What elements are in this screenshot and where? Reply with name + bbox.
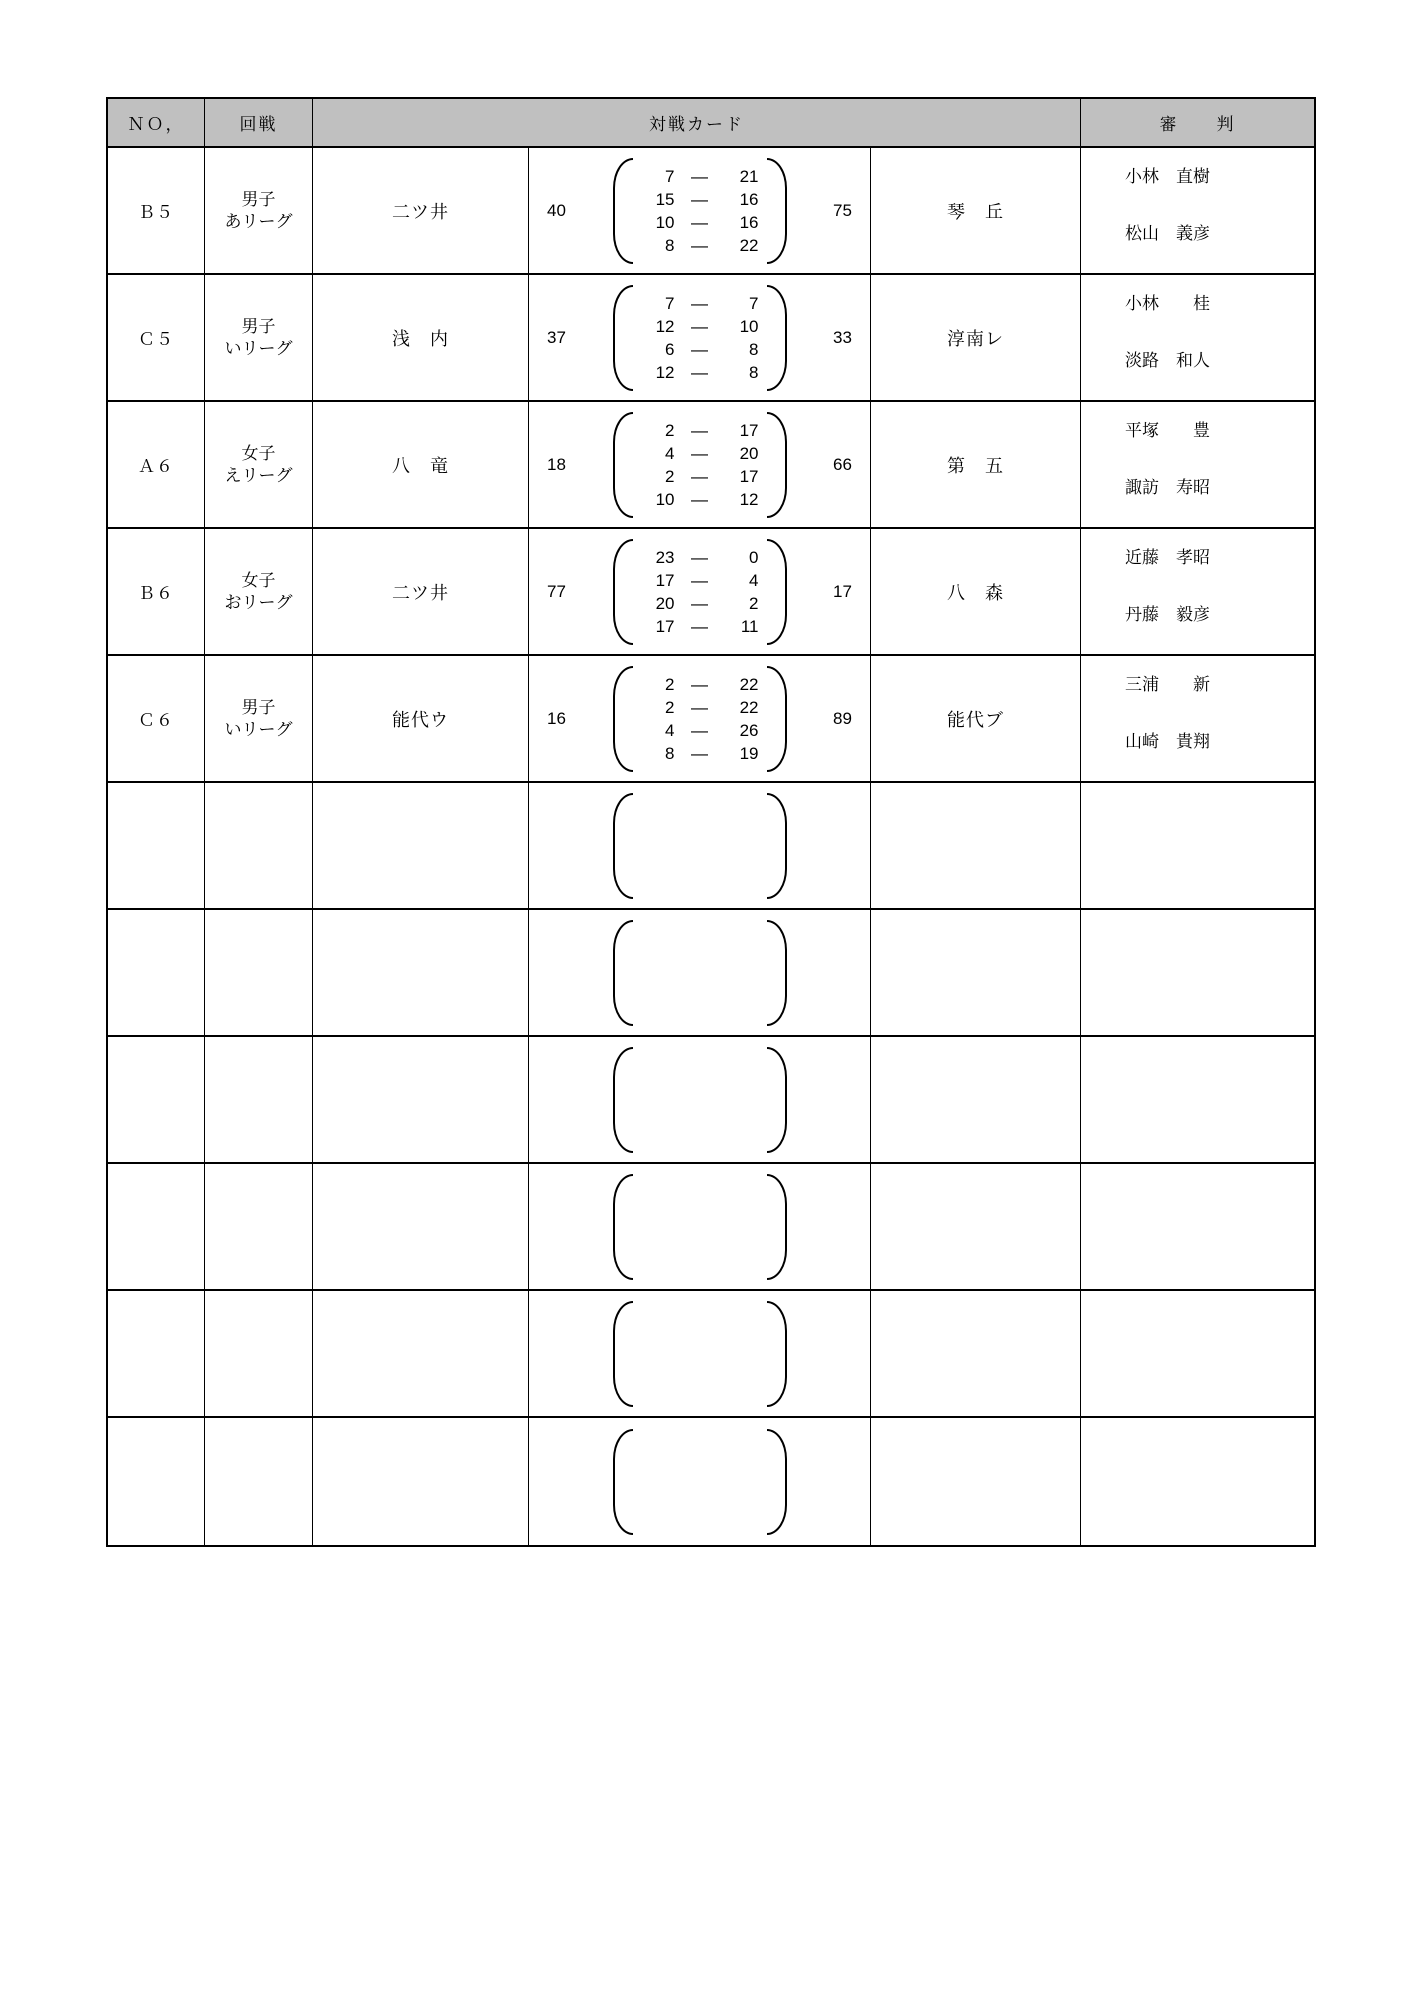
referee-2-name: 松山 義彦 (1125, 224, 1210, 243)
quarter-score-left: 20 (655, 593, 675, 613)
header-round (205, 99, 313, 146)
quarter-scores-block (584, 1429, 815, 1535)
round-cell (205, 1164, 313, 1289)
team1-cell (313, 1164, 529, 1289)
right-paren (767, 412, 787, 518)
team1-total-score: 18 (547, 454, 566, 474)
quarter-score-left: 7 (665, 166, 675, 186)
table-row (108, 1291, 1314, 1418)
quarter-scores (633, 1429, 767, 1535)
score-dash: — (691, 743, 708, 763)
right-paren (767, 1301, 787, 1407)
left-paren (613, 539, 633, 645)
quarter-score-left: 2 (665, 466, 675, 486)
team2-total-score: 33 (833, 327, 852, 347)
game-number-cell (108, 402, 205, 527)
table-row (108, 275, 1314, 402)
score-dash: — (691, 420, 708, 440)
referee-cell (1081, 1291, 1314, 1416)
team1-cell (313, 148, 529, 273)
team1-name: 二ツ井 (392, 582, 449, 603)
quarter-scores (633, 666, 767, 772)
quarter-score-right: 22 (739, 674, 759, 694)
team2-cell (871, 910, 1081, 1035)
quarter-score-left: 17 (655, 570, 675, 590)
team2-total-score: 89 (833, 708, 852, 728)
score-cell (529, 529, 871, 654)
team2-cell (871, 148, 1081, 273)
quarter-score-left: 10 (655, 212, 675, 232)
table-row (108, 148, 1314, 275)
referee-1-name: 小林 直樹 (1125, 167, 1210, 186)
round-gender: 男子 (241, 316, 276, 336)
quarter-score-right: 19 (739, 743, 759, 763)
right-paren (767, 539, 787, 645)
quarter-scores (633, 1174, 767, 1280)
quarter-scores-block (584, 412, 815, 518)
score-dash: — (691, 339, 708, 359)
game-number-cell (108, 783, 205, 908)
team2-cell (871, 1418, 1081, 1545)
team2-cell (871, 275, 1081, 400)
quarter-score-right: 8 (749, 339, 759, 359)
quarter-score-right: 26 (739, 720, 759, 740)
score-dash: — (691, 235, 708, 255)
quarter-scores-block (584, 1047, 815, 1153)
left-paren (613, 285, 633, 391)
quarter-score-left: 6 (665, 339, 675, 359)
quarter-score-right: 0 (749, 547, 759, 567)
team2-cell (871, 783, 1081, 908)
right-paren (767, 285, 787, 391)
left-paren (613, 1047, 633, 1153)
referee-cell (1081, 529, 1314, 654)
score-dash: — (691, 166, 708, 186)
game-number-cell (108, 148, 205, 273)
table-row (108, 402, 1314, 529)
table-row (108, 783, 1314, 910)
game-number-cell (108, 1418, 205, 1545)
quarter-score-left: 4 (665, 720, 675, 740)
quarter-score-right: 7 (749, 293, 759, 313)
score-dash: — (691, 674, 708, 694)
team2-name: 琴 丘 (947, 201, 1004, 222)
quarter-score-left: 15 (655, 189, 675, 209)
team2-total-score: 17 (833, 581, 852, 601)
team1-name: 浅 内 (392, 328, 449, 349)
team2-total-score: 75 (833, 200, 852, 220)
team2-name: 能代ブ (947, 709, 1004, 730)
referee-2-name: 丹藤 毅彦 (1125, 605, 1210, 624)
round-cell (205, 783, 313, 908)
quarter-score-left: 12 (655, 316, 675, 336)
quarter-scores-block (584, 666, 815, 772)
round-cell (205, 148, 313, 273)
header-match-card-label: 対戦カード (649, 115, 744, 134)
quarter-score-left: 7 (665, 293, 675, 313)
team1-total-score: 16 (547, 708, 566, 728)
team1-name: 能代ウ (392, 709, 449, 730)
score-cell (529, 1164, 871, 1289)
quarter-scores-block (584, 285, 815, 391)
round-cell (205, 1418, 313, 1545)
header-round-label: 回戦 (239, 115, 278, 134)
referee-1-name: 三浦 新 (1125, 675, 1210, 694)
game-number: Ｃ５ (138, 330, 174, 349)
score-cell (529, 1037, 871, 1162)
referee-2-name: 淡路 和人 (1125, 351, 1210, 370)
left-paren (613, 158, 633, 264)
quarter-score-right: 21 (739, 166, 759, 186)
score-dash: — (691, 189, 708, 209)
right-paren (767, 1174, 787, 1280)
score-cell (529, 1291, 871, 1416)
score-cell (529, 783, 871, 908)
team1-cell (313, 402, 529, 527)
score-dash: — (691, 720, 708, 740)
game-number: Ｂ６ (138, 584, 174, 603)
header-referee (1081, 99, 1314, 146)
referee-cell (1081, 783, 1314, 908)
score-dash: — (691, 362, 708, 382)
team1-total-score: 37 (547, 327, 566, 347)
quarter-score-right: 22 (739, 697, 759, 717)
game-number-cell (108, 910, 205, 1035)
round-league: えリーグ (224, 465, 293, 485)
quarter-score-right: 4 (749, 570, 759, 590)
quarter-scores (633, 793, 767, 899)
game-number-cell (108, 275, 205, 400)
quarter-score-right: 17 (739, 420, 759, 440)
quarter-score-left: 8 (665, 235, 675, 255)
referee-1-name: 近藤 孝昭 (1125, 548, 1210, 567)
header-match-card (313, 99, 1081, 146)
right-paren (767, 1429, 787, 1535)
quarter-scores (633, 1301, 767, 1407)
table-header-row (108, 99, 1314, 148)
team2-cell (871, 1291, 1081, 1416)
table-row (108, 1418, 1314, 1545)
right-paren (767, 793, 787, 899)
referee-cell (1081, 1037, 1314, 1162)
quarter-scores (633, 412, 767, 518)
quarter-score-left: 12 (655, 362, 675, 382)
team1-cell (313, 529, 529, 654)
quarter-scores (633, 285, 767, 391)
quarter-score-right: 10 (739, 316, 759, 336)
game-number-cell (108, 1164, 205, 1289)
round-cell (205, 275, 313, 400)
game-number-cell (108, 529, 205, 654)
team2-cell (871, 402, 1081, 527)
score-dash: — (691, 443, 708, 463)
team1-name: 二ツ井 (392, 201, 449, 222)
team1-cell (313, 783, 529, 908)
left-paren (613, 920, 633, 1026)
score-cell (529, 1418, 871, 1545)
quarter-score-left: 23 (655, 547, 675, 567)
round-league: あリーグ (224, 211, 293, 231)
left-paren (613, 412, 633, 518)
round-cell (205, 402, 313, 527)
match-results-table (106, 97, 1316, 1547)
quarter-score-left: 17 (655, 616, 675, 636)
team2-name: 淳南レ (947, 328, 1004, 349)
game-number-cell (108, 656, 205, 781)
table-row (108, 1164, 1314, 1291)
right-paren (767, 666, 787, 772)
team2-cell (871, 656, 1081, 781)
round-cell (205, 656, 313, 781)
score-dash: — (691, 293, 708, 313)
right-paren (767, 920, 787, 1026)
quarter-scores (633, 1047, 767, 1153)
quarter-score-right: 2 (749, 593, 759, 613)
team1-total-score: 40 (547, 200, 566, 220)
score-cell (529, 148, 871, 273)
game-number-cell (108, 1037, 205, 1162)
score-dash: — (691, 547, 708, 567)
game-number: Ａ６ (138, 457, 174, 476)
left-paren (613, 793, 633, 899)
team1-cell (313, 656, 529, 781)
score-dash: — (691, 316, 708, 336)
header-no (108, 99, 205, 146)
referee-cell (1081, 656, 1314, 781)
team2-cell (871, 1164, 1081, 1289)
team2-name: 第 五 (947, 455, 1004, 476)
quarter-score-right: 8 (749, 362, 759, 382)
left-paren (613, 666, 633, 772)
round-cell (205, 910, 313, 1035)
score-dash: — (691, 697, 708, 717)
score-dash: — (691, 593, 708, 613)
table-row (108, 529, 1314, 656)
quarter-score-right: 16 (739, 212, 759, 232)
round-gender: 女子 (241, 570, 276, 590)
left-paren (613, 1301, 633, 1407)
team1-cell (313, 1291, 529, 1416)
right-paren (767, 1047, 787, 1153)
team1-cell (313, 1037, 529, 1162)
quarter-score-left: 2 (665, 697, 675, 717)
referee-cell (1081, 148, 1314, 273)
score-dash: — (691, 570, 708, 590)
referee-cell (1081, 275, 1314, 400)
round-cell (205, 529, 313, 654)
game-number: Ｂ５ (138, 203, 174, 222)
round-league: いリーグ (224, 719, 293, 739)
quarter-score-left: 4 (665, 443, 675, 463)
table-row (108, 656, 1314, 783)
referee-cell (1081, 910, 1314, 1035)
quarter-scores-block (584, 1301, 815, 1407)
team1-cell (313, 1418, 529, 1545)
quarter-score-right: 17 (739, 466, 759, 486)
round-league: いリーグ (224, 338, 293, 358)
quarter-scores-block (584, 539, 815, 645)
quarter-scores-block (584, 1174, 815, 1280)
score-dash: — (691, 466, 708, 486)
header-referee-label: 審 判 (1159, 115, 1236, 134)
quarter-score-right: 12 (739, 489, 759, 509)
team2-name: 八 森 (947, 582, 1004, 603)
table-row (108, 1037, 1314, 1164)
quarter-score-left: 8 (665, 743, 675, 763)
score-cell (529, 402, 871, 527)
quarter-scores (633, 920, 767, 1026)
referee-1-name: 平塚 豊 (1125, 421, 1210, 440)
team1-name: 八 竜 (392, 455, 449, 476)
left-paren (613, 1429, 633, 1535)
game-number: Ｃ６ (138, 711, 174, 730)
score-cell (529, 656, 871, 781)
referee-1-name: 小林 桂 (1125, 294, 1210, 313)
score-dash: — (691, 212, 708, 232)
game-number-cell (108, 1291, 205, 1416)
round-cell (205, 1037, 313, 1162)
round-gender: 男子 (241, 189, 276, 209)
quarter-score-left: 2 (665, 420, 675, 440)
quarter-scores-block (584, 158, 815, 264)
quarter-scores (633, 539, 767, 645)
header-no-label: ＮＯ， (127, 115, 185, 134)
referee-cell (1081, 1418, 1314, 1545)
referee-2-name: 山崎 貴翔 (1125, 732, 1210, 751)
round-gender: 男子 (241, 697, 276, 717)
round-cell (205, 1291, 313, 1416)
quarter-scores-block (584, 793, 815, 899)
quarter-scores (633, 158, 767, 264)
quarter-score-left: 2 (665, 674, 675, 694)
table-row (108, 910, 1314, 1037)
quarter-score-left: 10 (655, 489, 675, 509)
quarter-score-right: 11 (740, 616, 759, 636)
quarter-score-right: 16 (739, 189, 759, 209)
round-gender: 女子 (241, 443, 276, 463)
quarter-scores-block (584, 920, 815, 1026)
score-cell (529, 275, 871, 400)
referee-2-name: 諏訪 寿昭 (1125, 478, 1210, 497)
score-cell (529, 910, 871, 1035)
quarter-score-right: 20 (739, 443, 759, 463)
score-dash: — (691, 616, 708, 636)
team1-total-score: 77 (547, 581, 566, 601)
referee-cell (1081, 1164, 1314, 1289)
team2-cell (871, 1037, 1081, 1162)
left-paren (613, 1174, 633, 1280)
team2-total-score: 66 (833, 454, 852, 474)
quarter-score-right: 22 (739, 235, 759, 255)
right-paren (767, 158, 787, 264)
team2-cell (871, 529, 1081, 654)
score-dash: — (691, 489, 708, 509)
referee-cell (1081, 402, 1314, 527)
team1-cell (313, 275, 529, 400)
team1-cell (313, 910, 529, 1035)
round-league: おリーグ (224, 592, 293, 612)
